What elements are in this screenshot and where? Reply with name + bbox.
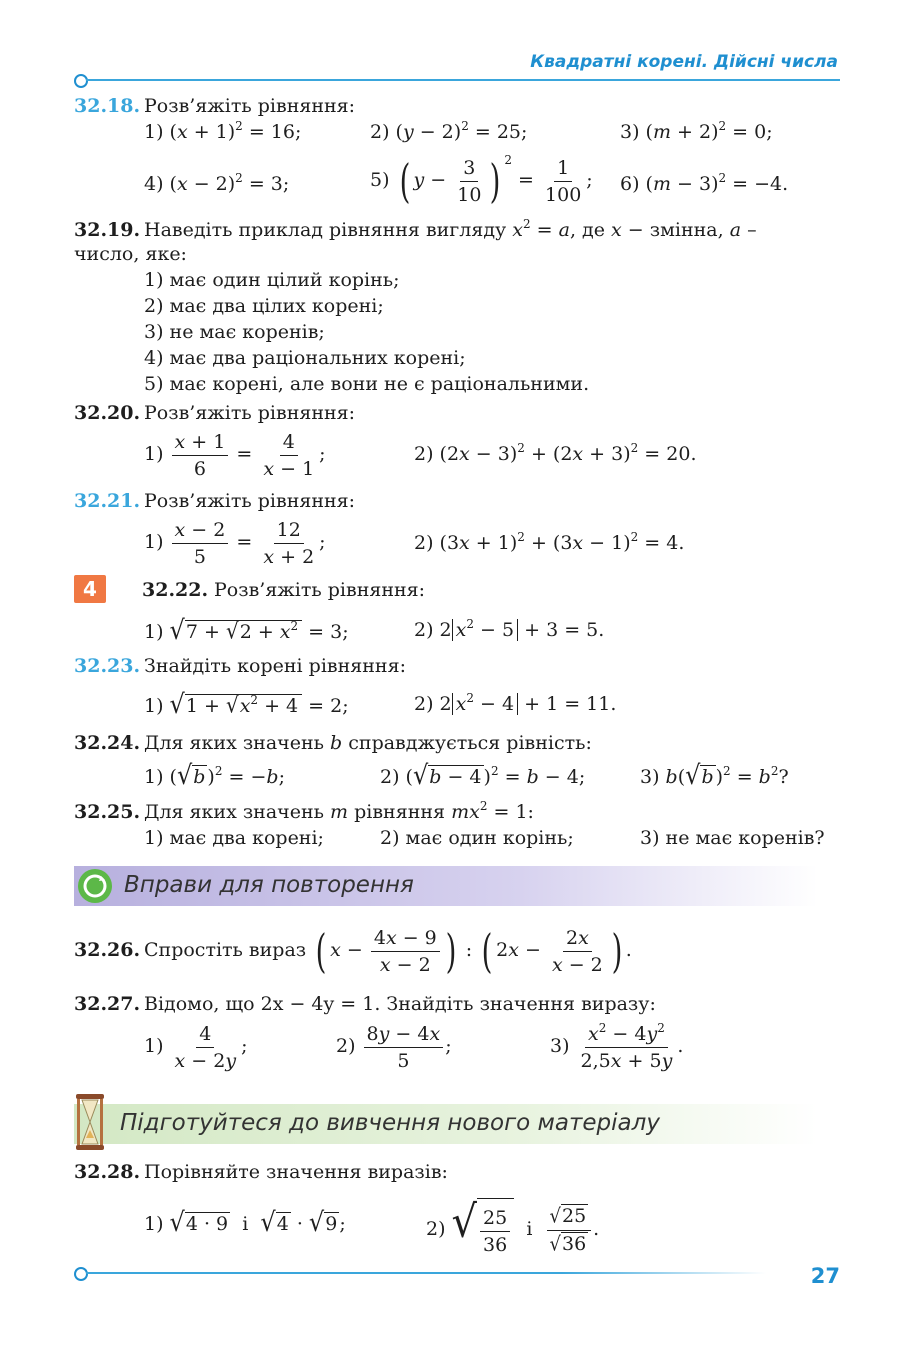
eq-24-3: 3) b(√b )$^2 = b^2$?	[640, 759, 789, 791]
conjunction: і	[526, 1218, 533, 1240]
exercise-text: Розв’яжіть рівняння:	[144, 490, 356, 512]
list-item: 1) має один цілий корінь;	[144, 269, 400, 291]
exercise-32-22	[142, 578, 425, 602]
eq-28-1: 1) √4 · 9 і √4 · √9 ;	[144, 1206, 346, 1238]
exercise-number: 32.23.	[74, 655, 141, 677]
eq-18-4: 4) $(x - 2)^2 = 3$;	[144, 171, 290, 195]
eq-22-2: 2) 2 $x^2 - 5 + 3 = 5$.	[414, 617, 605, 641]
eq-23-2: 2) 2 $x^2 - 4 + 1 = 11$.	[414, 691, 617, 715]
exercise-text: рівняння	[354, 801, 446, 823]
section-title-review: Вправи для повторення	[124, 872, 414, 898]
hourglass-icon	[74, 1094, 106, 1150]
exercise-text: Для яких значень	[144, 801, 324, 823]
eq-18-6: 6) $(m - 3)^2 = -4$.	[620, 171, 789, 195]
eq-27-3: 3) $\frac{x^2 - 4y^2}{2,5x + 5y}$ .	[550, 1020, 684, 1072]
section-title-prepare: Підготуйтеся до вивчення нового матеріалу	[120, 1110, 660, 1136]
eq-21-1: 1) $\frac{x - 2}{5}$ = $\frac{12}{x + 2}$ ;	[144, 518, 326, 568]
exercise-number: 32.19.	[74, 219, 141, 241]
header-rule	[86, 79, 840, 81]
eq-18-5: 5) ( y − $\frac{3}{10}$ ) $^2$ = $\frac{1}{100}$ ;	[370, 153, 593, 208]
list-item: 2) має один корінь;	[380, 827, 574, 849]
page-number: 27	[810, 1264, 840, 1288]
exercise-text: Розв’яжіть рівняння:	[144, 402, 356, 424]
eq-27-1: 1) $\frac{4}{x - 2y}$ ;	[144, 1022, 248, 1072]
exercise-text: змінна,	[649, 219, 724, 241]
list-item: 3) не має коренів;	[144, 321, 325, 343]
footer-rule	[86, 1272, 766, 1274]
difficulty-level-badge: 4	[74, 575, 106, 603]
exercise-number: 32.26.	[74, 939, 141, 961]
running-header: Квадратні корені. Дійсні числа	[530, 52, 838, 72]
eq-20-2: 2) $(2x - 3)^2 + (2x + 3)^2 = 20$.	[414, 441, 697, 465]
exercise-text: Порівняйте значення виразів:	[144, 1161, 448, 1183]
conjunction: і	[242, 1213, 249, 1235]
exercise-32-20	[74, 401, 355, 425]
eq-18-2: 2) $(y - 2)^2 = 25$;	[370, 119, 528, 143]
exercise-text: Спростіть вираз	[144, 939, 307, 961]
list-item: 4) має два раціональних корені;	[144, 347, 466, 369]
header-rule-dot	[74, 74, 88, 88]
exercise-text: Наведіть приклад рівняння вигляду	[144, 219, 507, 241]
exercise-32-27	[74, 992, 656, 1016]
exercise-32-26: 32.26. Спростіть вираз ( x − $\frac{4x - 9}{x - 2}$ ) : ( 2x − $\frac{2x}{x - 2}$ ) .	[74, 920, 632, 980]
eq-24-1: 1) (√b )$^2$ = −b;	[144, 759, 285, 791]
list-item: 3) не має коренів?	[640, 827, 825, 849]
exercise-text: Відомо, що 2x − 4y = 1. Знайдіть значення виразу:	[144, 993, 656, 1015]
exercise-32-28	[74, 1160, 448, 1184]
repeat-icon	[78, 869, 112, 903]
exercise-32-23	[74, 654, 406, 678]
eq-28-2: 2) √ $\frac{25}{36}$ і $\frac{√25}{√36}$ .	[426, 1190, 599, 1263]
exercise-text: справджується рівність:	[348, 732, 592, 754]
eq-23-1: 1) $√1 + √x^2 + 4 = 2$;	[144, 688, 349, 720]
eq-18-1: 1) $(x + 1)^2 = 16$;	[144, 119, 302, 143]
exercise-text: число, яке:	[74, 243, 187, 265]
exercise-number: 32.27.	[74, 993, 141, 1015]
eq-24-2: 2) (√b − 4 )$^2$ = b − 4;	[380, 759, 586, 791]
list-item: 1) має два корені;	[144, 827, 324, 849]
eq-18-3: 3) $(m + 2)^2 = 0$;	[620, 119, 773, 143]
exercise-32-19: 32.19. Наведіть приклад рівняння вигляду $x^2 = a$, де x − змінна, a –	[74, 217, 757, 241]
eq-21-2: 2) $(3x + 1)^2 + (3x - 1)^2 = 4$.	[414, 530, 685, 554]
list-item: 5) має корені, але вони не є раціональними.	[144, 373, 590, 395]
exercise-32-18	[74, 94, 355, 118]
exercise-32-24: 32.24. Для яких значень b справджується рівність:	[74, 732, 592, 754]
exercise-number: 32.28.	[74, 1161, 141, 1183]
list-item: 2) має два цілих корені;	[144, 295, 384, 317]
eq-22-1: 1) $√7 + √2 + x^2 = 3$;	[144, 614, 349, 646]
eq-20-1: 1) $\frac{x + 1}{6}$ = $\frac{4}{x - 1}$ ;	[144, 430, 326, 480]
exercise-32-21	[74, 489, 355, 513]
exercise-number: 32.21.	[74, 490, 141, 512]
exercise-text: Знайдіть корені рівняння:	[144, 655, 406, 677]
footer-rule-dot	[74, 1267, 88, 1281]
exercise-text: Розв’яжіть рівняння:	[214, 579, 426, 601]
exercise-text: –	[747, 219, 757, 241]
exercise-number: 32.20.	[74, 402, 141, 424]
exercise-number: 32.25.	[74, 801, 141, 823]
exercise-number: 32.22.	[142, 579, 209, 601]
exercise-text: Розв’яжіть рівняння:	[144, 95, 356, 117]
exercise-number: 32.18.	[74, 95, 141, 117]
exercise-number: 32.24.	[74, 732, 141, 754]
exercise-text: де	[582, 219, 605, 241]
exercise-32-25: 32.25. Для яких значень m рівняння $mx^2 = 1$:	[74, 799, 534, 823]
eq-27-2: 2) $\frac{8y - 4x}{5}$ ;	[336, 1022, 452, 1072]
exercise-text: Для яких значень	[144, 732, 324, 754]
